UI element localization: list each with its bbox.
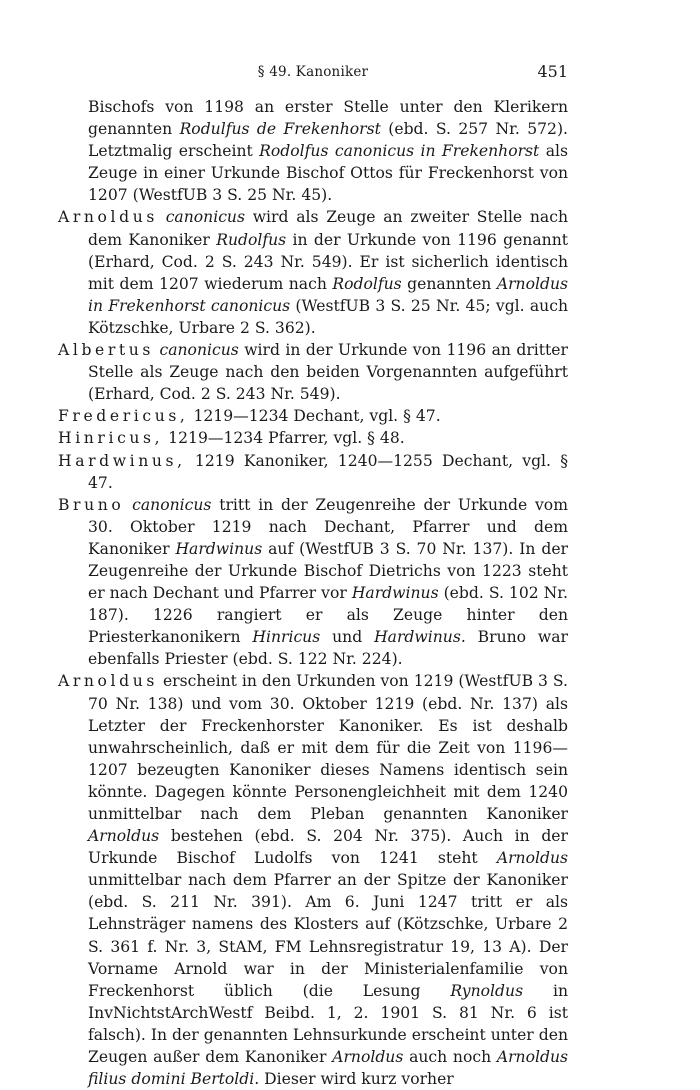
italic-text: Rodulfus de Frekenhorst — [179, 120, 381, 139]
text-run: 1219—1234 Pfarrer, vgl. § 48. — [163, 429, 405, 448]
text-run: auf (WestfUB 3 S. 70 Nr. 137). In der Zeugenreihe der Urkunde Bischof Dietrichs von 1223 steht er nach Dechant und Pfarrer vor — [88, 539, 569, 603]
entry-paragraph — [58, 494, 568, 671]
text-run: erscheint in den Urkunden von 1219 (WestfUB 3 S. 70 Nr. 138) und vom 30. Oktober 1219 (ebd. Nr. 137) als Letzter der Freckenhorster Kanoniker. Es ist deshalb unwahrscheinlich, daß er mit dem für die Zeit von 1196—1207 bezeugten Kanoniker dieses Namens identisch sein könnte. Dagegen könnte Personengleichheit mit dem 1240 unmittelbar nach dem Pleban genannten Kanoniker — [88, 672, 568, 823]
text-run: unmittelbar nach dem Pfarrer an der Spitze der Kanoniker (ebd. S. 211 Nr. 391). Am 6. Juni 1247 tritt er als Lehnsträger namens des Klosters auf (Kötzschke, Urbare 2 S. 361 f. Nr. 3, StAM, FM Lehnsregistratur 19, 13 A). Der Vorname Arnold war in der Ministerialenfamilie von Freckenhorst üblich (die Lesung — [88, 871, 568, 1000]
entry-paragraph — [58, 339, 568, 405]
running-head: § 49. Kanoniker — [257, 64, 369, 80]
text-run: als Zeuge in einer Urkunde Bischof Ottos für Freckenhorst von 1207 (WestfUB 3 S. 25 Nr. 45). — [88, 142, 569, 205]
text-run — [124, 496, 132, 514]
text-run: Bischofs von 1198 an erster Stelle unter den Klerikern genannten — [88, 98, 568, 139]
italic-text: Hardwinus — [351, 584, 439, 603]
italic-text: canonicus — [159, 341, 239, 360]
italic-text: canonicus — [165, 208, 245, 227]
text-run — [158, 208, 166, 226]
page-number: 451 — [537, 62, 568, 81]
text-run: wird in der Urkunde von 1196 an dritter Stelle als Zeuge nach den beiden Vorgenannten aufgeführt (Erhard, Cod. 2 S. 243 Nr. 549). — [88, 341, 568, 404]
text-run: in InvNichtstArchWestf Beibd. 1, 2. 1901 S. 81 Nr. 6 ist falsch). In der genannten Lehnsurkunde erscheint unter den Zeugen außer dem Kanoniker — [88, 981, 568, 1067]
page-header — [58, 62, 568, 84]
entry-paragraph — [58, 206, 568, 339]
body-text — [58, 96, 568, 1090]
text-run: auch noch — [403, 1048, 497, 1067]
italic-text: Rodolfus — [332, 274, 402, 293]
italic-text: Arnoldus — [496, 849, 568, 868]
italic-text: Arnoldus filius domini Bertoldi — [88, 1048, 568, 1089]
italic-text: Rynoldus — [450, 981, 524, 1000]
text-run: wird als Zeuge an zweiter Stelle nach dem Kanoniker — [88, 208, 568, 249]
entry-name: Fredericus, — [58, 407, 189, 426]
entry-name: Arnoldus — [58, 208, 158, 227]
text-run: . Bruno war ebenfalls Priester (ebd. S. 122 Nr. 224). — [88, 628, 569, 669]
italic-text: Hardwinus — [374, 628, 461, 647]
italic-text: Rodolfus canonicus in Frekenhorst — [259, 142, 540, 161]
entry-name: Hardwinus, — [58, 451, 186, 470]
entry-name: Arnoldus — [58, 672, 158, 691]
entry-name: Hinricus, — [58, 429, 164, 448]
entry-name: Bruno — [58, 495, 125, 514]
text-run: (ebd. S. 257 Nr. 572). Letztmalig erscheint — [88, 120, 568, 161]
italic-text: Hinricus — [252, 628, 321, 647]
italic-text: Hardwinus — [175, 539, 263, 558]
italic-text: Arnoldus in Frekenhorst canonicus — [88, 274, 568, 315]
text-run: und — [320, 628, 375, 647]
entry-paragraph — [58, 427, 568, 449]
text-run: tritt in der Zeugenreihe der Urkunde vom 30. Oktober 1219 nach Dechant, Pfarrer und dem Kanoniker — [88, 495, 568, 558]
text-run: (ebd. S. 102 Nr. 187). 1226 rangiert er als Zeuge hinter den Priesterkanonikern — [88, 584, 569, 647]
text-run: (WestfUB 3 S. 25 Nr. 45; vgl. auch Kötzschke, Urbare 2 S. 362). — [88, 296, 568, 337]
text-run: 1219 Kanoniker, 1240—1255 Dechant, vgl. § 47. — [88, 451, 568, 492]
entry-paragraph — [58, 405, 568, 427]
text-run: genannten — [401, 274, 497, 293]
italic-text: Arnoldus — [88, 827, 160, 846]
entry-paragraph — [58, 450, 568, 494]
entry-paragraph — [58, 670, 568, 1090]
italic-text: Rudolfus — [216, 230, 287, 249]
text-run: in der Urkunde von 1196 genannt (Erhard, Cod. 2 S. 243 Nr. 549). Er ist sicherlich identisch mit dem 1207 wiederum nach — [88, 230, 569, 293]
paragraph-continuation — [58, 96, 568, 206]
entry-name: Albertus — [58, 341, 155, 360]
text-run: 1219—1234 Dechant, vgl. § 47. — [188, 407, 441, 426]
text-run: bestehen (ebd. S. 204 Nr. 375). Auch in der Urkunde Bischof Ludolfs von 1241 steht — [88, 827, 568, 868]
italic-text: canonicus — [132, 495, 212, 514]
text-run: . Dieser wird kurz vorher — [254, 1070, 454, 1089]
italic-text: Arnoldus — [332, 1048, 404, 1067]
